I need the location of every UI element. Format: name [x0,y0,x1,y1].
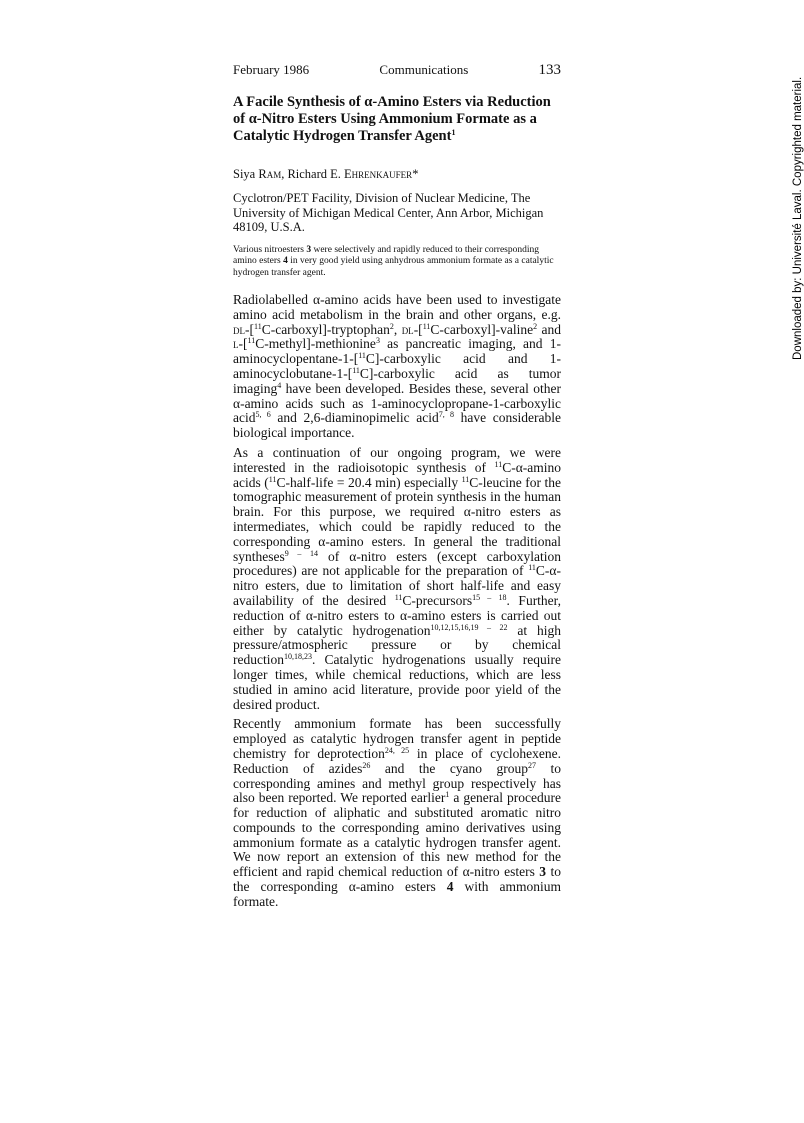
author-surname: Ram [258,167,282,181]
download-watermark: Downloaded by: Université Laval. Copyrighted material. [792,76,804,360]
corresponding-author-mark: * [412,167,419,181]
article-body [233,293,561,910]
affiliation: Cyclotron/PET Facility, Division of Nuclear Medicine, The University of Michigan Medical Center, Ann Arbor, Michigan 48109, U.S.A. [233,191,544,235]
page-number: 133 [538,62,561,78]
author-line: Siya Ram, Richard E. Ehrenkaufer* [233,167,419,181]
article-page [233,62,561,910]
abstract: Various nitroesters 3 were selectively and rapidly reduced to their corresponding amino esters 4 in very good yield using anhydrous ammonium formate as a catalytic hydrogen transfer agent. [233,244,554,278]
header-date: February 1986 [233,62,310,77]
title-reference: 1 [451,128,456,137]
body-paragraph: As a continuation of our ongoing program, we were interested in the radioisotopic synthesis of $^{11}$C-α-amino acids ($^{11}$C-half-life = 20.4 min) especially $^{11}$C-leucine for the tomographic measurement of protein synthesis in the human brain. For this purpose, we required α-nitro esters as intermediates, which could be rapidly reduced to the corresponding α-amino esters. In general the traditional syntheses$^{9 - 14}$ of α-nitro esters (except carboxylation procedures) are not applicable for the preparation of $^{11}$C-α-nitro esters, due to limitation of short half-life and easy availability of the desired $^{11}$C-precursors$^{15 - 18}$. Further, reduction of α-nitro esters to α-amino esters is carried out either by catalytic hydrogenation$^{10,12,15,16,19 - 22}$ at high pressure/atmospheric pressure or by chemical reduction$^{10,18,23}$. Catalytic hydrogenations usually require longer times, while chemical reductions, which are less studied in amino acid literature, provide poor yield of the desired product. [233,444,562,712]
author-surname: Ehrenkaufer [344,167,413,181]
header-section: Communications [379,62,469,77]
body-paragraph: Recently ammonium formate has been successfully employed as catalytic hydrogen transfer agent in peptide chemistry for deprotection$^{24, 25}$ in place of cyclohexene. Reduction of azides$^{26}$ and the cyano group$^{27}$ to corresponding amines and methyl group respectively has also been reported. We reported earlier$^1$ a general procedure for reduction of aliphatic and substituted aromatic nitro compounds to the corresponding amino derivatives using ammonium formate as a catalytic hydrogen transfer agent. We now report an extension of this new method for the efficient and rapid chemical reduction of α-nitro esters 3 to the corresponding α-amino esters 4 with ammonium formate. [233,716,562,909]
body-paragraph: Radiolabelled α-amino acids have been used to investigate amino acid metabolism in the brain and other organs, e.g. dl-[$^{11}$C-carboxyl]-tryptophan$^2$, dl-[$^{11}$C-carboxyl]-valine$^2$ and l-[$^{11}$C-methyl]-methionine$^3$ as pancreatic imaging, and 1-aminocyclopentane-1-[$^{11}$C]-carboxylic acid and 1-aminocyclobutane-1-[$^{11}$C]-carboxylic acid as tumor imaging$^4$ have been developed. Besides these, several other α-amino acids such as 1-aminocyclopropane-1-carboxylic acid$^{5, 6}$ and 2,6-diaminopimelic acid$^{7, 8}$ have considerable biological importance. [233,292,562,441]
running-header [233,62,561,82]
article-title: A Facile Synthesis of α-Amino Esters via Reduction of α-Nitro Esters Using Ammonium Formate as a Catalytic Hydrogen Transfer Agent$^1$ [233,94,551,144]
